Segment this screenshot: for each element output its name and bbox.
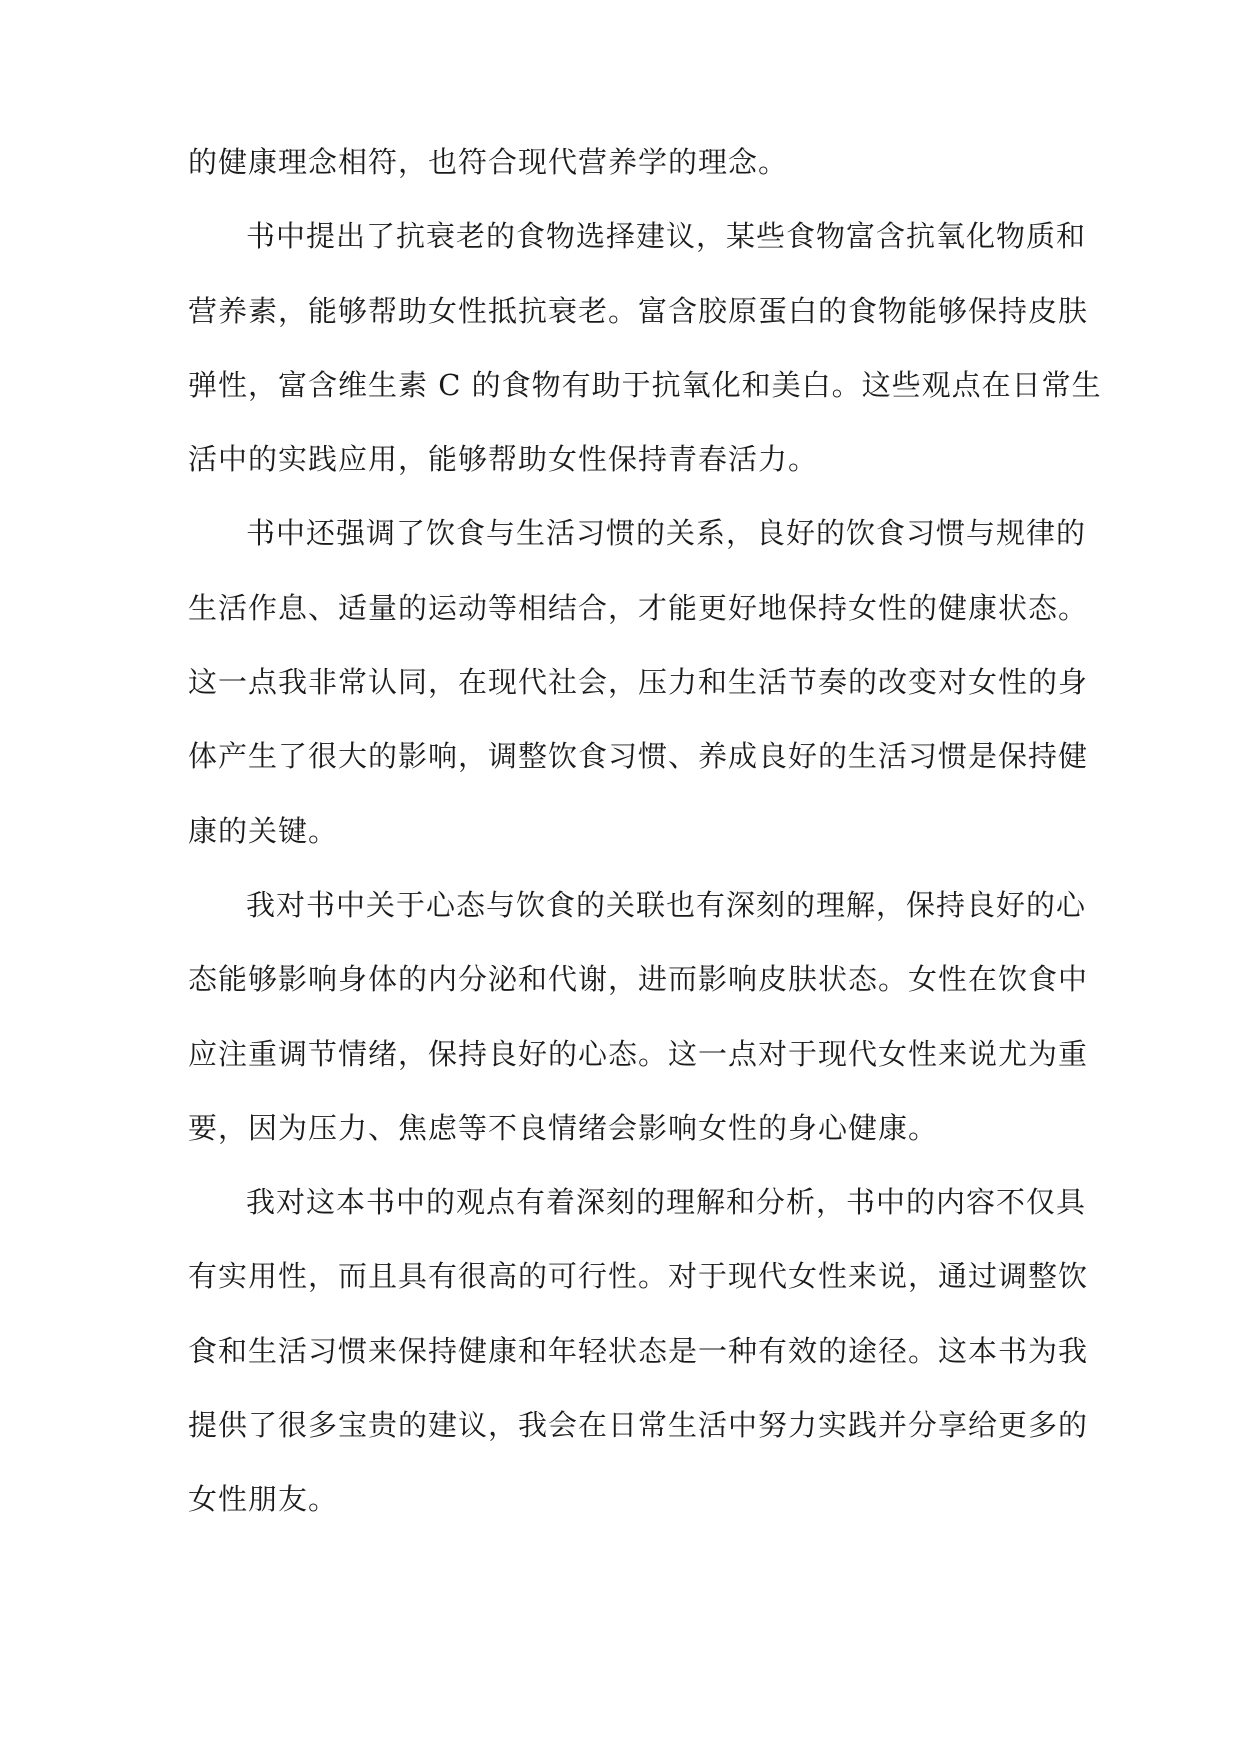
paragraph-first-line: 书中提出了抗衰老的食物选择建议，某些食物富含抗氧化物质和 xyxy=(246,219,1087,254)
text-line: 有实用性，而且具有很高的可行性。对于现代女性来说，通过调整饮 xyxy=(188,1259,1089,1294)
text-line: 活中的实践应用，能够帮助女性保持青春活力。 xyxy=(188,442,819,477)
text-line: 食和生活习惯来保持健康和年轻状态是一种有效的途径。这本书为我 xyxy=(188,1333,1089,1368)
text-line: 提供了很多宝贵的建议，我会在日常生活中努力实践并分享给更多的 xyxy=(188,1408,1089,1443)
text-line: 女性朋友。 xyxy=(188,1482,339,1517)
text-line: 应注重调节情绪，保持良好的心态。这一点对于现代女性来说尤为重 xyxy=(188,1036,1089,1071)
text-line: 这一点我非常认同，在现代社会，压力和生活节奏的改变对女性的身 xyxy=(188,665,1089,700)
paragraph-first-line: 书中还强调了饮食与生活习惯的关系，良好的饮食习惯与规律的 xyxy=(246,516,1087,551)
text-line: 态能够影响身体的内分泌和代谢，进而影响皮肤状态。女性在饮食中 xyxy=(188,962,1089,997)
paragraph-first-line: 我对这本书中的观点有着深刻的理解和分析，书中的内容不仅具 xyxy=(246,1185,1087,1220)
text-line: 营养素，能够帮助女性抵抗衰老。富含胶原蛋白的食物能够保持皮肤 xyxy=(188,293,1089,328)
text-line: 体产生了很大的影响，调整饮食习惯、养成良好的生活习惯是保持健 xyxy=(188,739,1089,774)
text-line: 康的关键。 xyxy=(188,813,339,848)
paragraph-first-line: 我对书中关于心态与饮食的关联也有深刻的理解，保持良好的心 xyxy=(246,887,1087,922)
text-line: 弹性，富含维生素 C 的食物有助于抗氧化和美白。这些观点在日常生 xyxy=(188,367,1102,402)
text-line: 的健康理念相符，也符合现代营养学的理念。 xyxy=(188,145,789,179)
text-line: 要，因为压力、焦虑等不良情绪会影响女性的身心健康。 xyxy=(188,1110,939,1145)
text-line: 生活作息、适量的运动等相结合，才能更好地保持女性的健康状态。 xyxy=(188,590,1089,625)
document-body xyxy=(188,142,1102,1554)
